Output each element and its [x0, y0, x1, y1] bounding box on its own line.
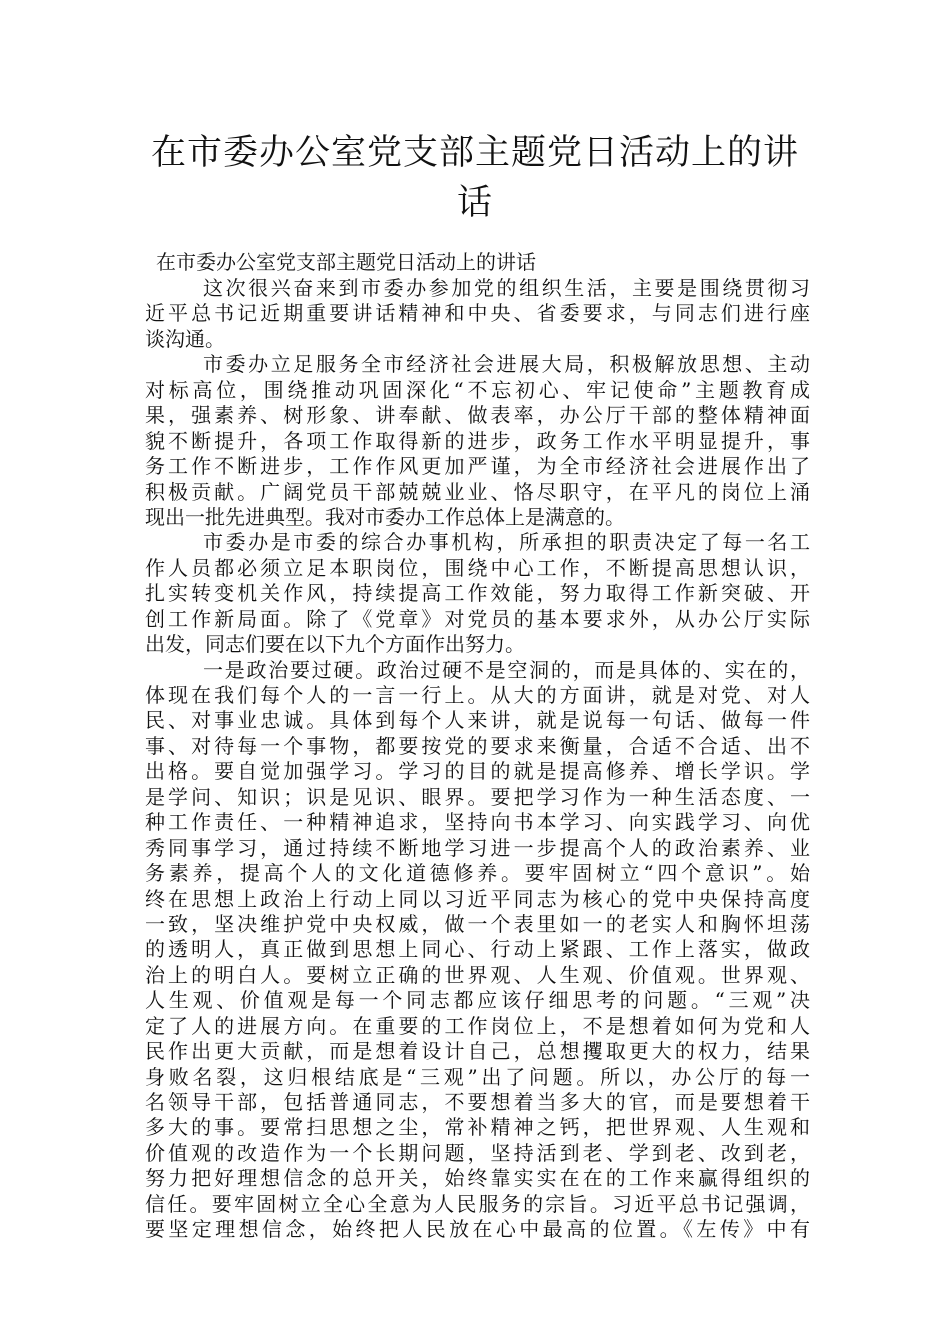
body-text-line: 一致，坚决维护党中央权威，做一个表里如一的老实人和胸怀坦荡: [145, 911, 810, 936]
body-text-line: 定了人的进展方向。在重要的工作岗位上，不是想着如何为党和人: [145, 1013, 810, 1038]
body-text-line: 民、对事业忠诚。具体到每个人来讲，就是说每一句话、做每一件: [145, 708, 810, 733]
body-text-line: 貌不断提升，各项工作取得新的进步，政务工作水平明显提升，事: [145, 428, 810, 453]
body-text-line: 体现在我们每个人的一言一行上。从大的方面讲，就是对党、对人: [145, 683, 810, 707]
body-text-line: 现出一批先进典型。我对市委办工作总体上是满意的。: [145, 504, 625, 529]
document-subtitle: 在市委办公室党支部主题党日活动上的讲话: [156, 250, 536, 274]
body-text-line: 价值观的改造作为一个长期问题，坚持活到老、学到老、改到老，: [145, 1140, 810, 1165]
body-text-line: 是学问、知识；识是见识、眼界。要把学习作为一种生活态度、一: [145, 784, 810, 809]
body-text-line: 多大的事。要常扫思想之尘，常补精神之钙，把世界观、人生观和: [145, 1115, 810, 1140]
body-text-line: 身败名裂，这归根结底是“三观”出了问题。所以，办公厅的每一: [145, 1064, 810, 1089]
body-text-line: 种工作责任、一种精神追求，坚持向书本学习、向实践学习、向优: [145, 810, 810, 835]
body-text-line: 这次很兴奋来到市委办参加党的组织生活，主要是围绕贯彻习: [203, 276, 810, 300]
body-text-line: 治上的明白人。要树立正确的世界观、人生观、价值观。世界观、: [145, 962, 810, 987]
body-text-line: 扎实转变机关作风，持续提高工作效能，努力取得工作新突破、开: [145, 581, 810, 606]
body-text-line: 事、对待每一个事物，都要按党的要求来衡量，合适不合适、出不: [145, 733, 810, 758]
body-text-line: 名领导干部，包括普通同志，不要想着当多大的官，而是要想着干: [145, 1090, 810, 1114]
body-text-line: 秀同事学习，通过持续不断地学习进一步提高个人的政治素养、业: [145, 835, 810, 860]
body-text-line: 民作出更大贡献，而是想着设计自己，总想攫取更大的权力，结果: [145, 1039, 810, 1064]
body-text-line: 一是政治要过硬。政治过硬不是空洞的，而是具体的、实在的，: [203, 657, 810, 682]
body-text-line: 市委办是市委的综合办事机构，所承担的职责决定了每一名工: [203, 530, 810, 555]
body-text-line: 创工作新局面。除了《党章》对党员的基本要求外，从办公厅实际: [145, 606, 810, 631]
body-text-line: 作人员都必须立足本职岗位，围绕中心工作，不断提高思想认识，: [145, 555, 810, 580]
body-text-line: 终在思想上政治上行动上同以习近平同志为核心的党中央保持高度: [145, 886, 810, 911]
body-text-line: 努力把好理想信念的总开关，始终靠实实在在的工作来赢得组织的: [145, 1166, 810, 1191]
document-title: 在市委办公室党支部主题党日活动上的讲话: [150, 133, 799, 223]
body-text-line: 谈沟通。: [145, 326, 225, 351]
body-text-line: 人生观、价值观是每一个同志都应该仔细思考的问题。“三观”决: [145, 988, 810, 1013]
body-text-line: 对标高位，围绕推动巩固深化“不忘初心、牢记使命”主题教育成: [145, 377, 810, 402]
body-text-line: 出发，同志们要在以下九个方面作出努力。: [145, 632, 525, 657]
body-text-line: 积极贡献。广阔党员干部兢兢业业、恪尽职守，在平凡的岗位上涌: [145, 479, 810, 504]
body-text-line: 果，强素养、树形象、讲奉献、做表率，办公厅干部的整体精神面: [145, 403, 810, 428]
body-text-line: 务工作不断进步，工作作风更加严谨，为全市经济社会进展作出了: [145, 454, 810, 479]
body-text-line: 出格。要自觉加强学习。学习的目的就是提高修养、增长学识。学: [145, 759, 810, 784]
body-text-line: 市委办立足服务全市经济社会进展大局，积极解放思想、主动: [203, 352, 810, 377]
body-text-line: 务素养，提高个人的文化道德修养。要牢固树立“四个意识”。始: [145, 861, 810, 886]
body-text-line: 信任。要牢固树立全心全意为人民服务的宗旨。习近平总书记强调，: [145, 1191, 810, 1216]
body-text-line: 的透明人，真正做到思想上同心、行动上紧跟、工作上落实，做政: [145, 937, 810, 962]
body-text-line: 要坚定理想信念，始终把人民放在心中最高的位置。《左传》中有: [145, 1217, 810, 1242]
body-text-line: 近平总书记近期重要讲话精神和中央、省委要求，与同志们进行座: [145, 301, 810, 326]
document-body: [145, 276, 810, 1243]
